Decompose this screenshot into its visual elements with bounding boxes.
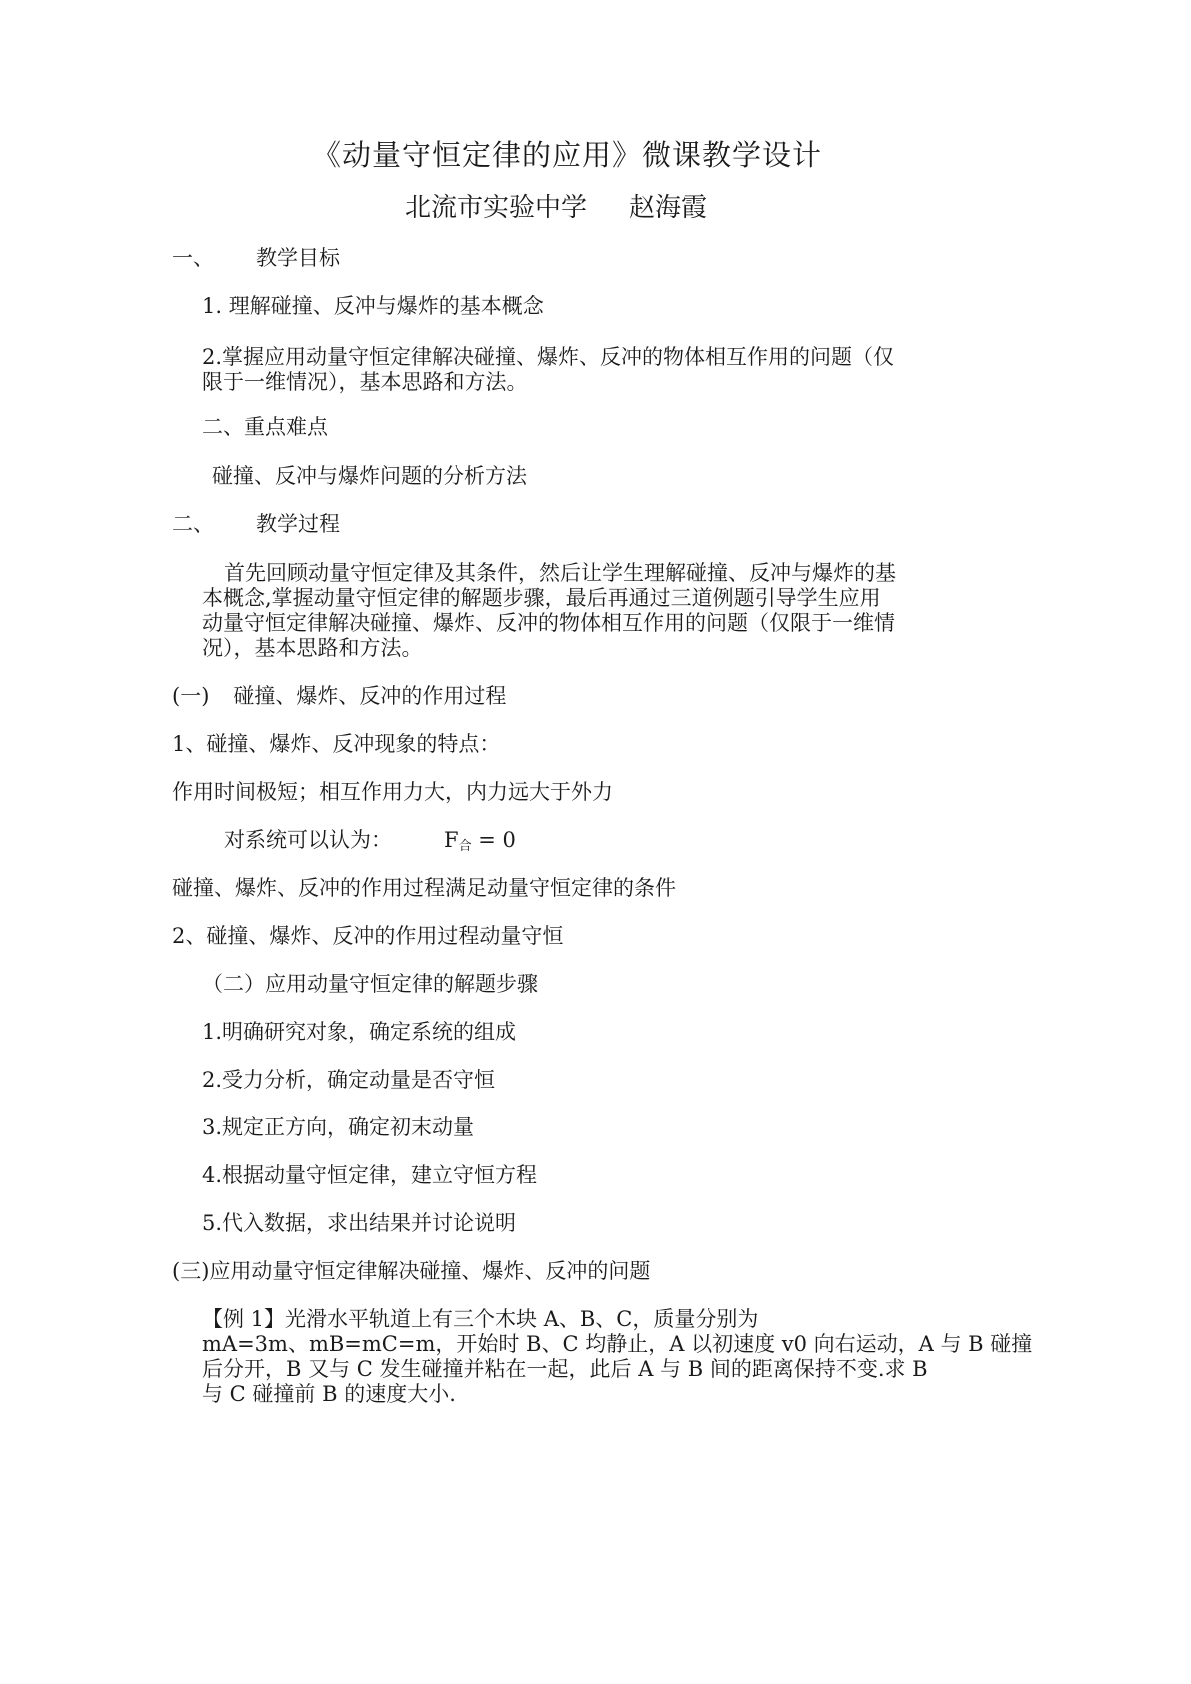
section-heading-key-points: 二、重点难点 (202, 415, 328, 439)
key-points-text: 碰撞、反冲与爆炸问题的分析方法 (212, 464, 527, 488)
example-1-line-4: 与 C 碰撞前 B 的速度大小. (202, 1382, 456, 1406)
section-heading-goals (172, 245, 340, 271)
process-paragraph-line-1: 首先回顾动量守恒定律及其条件，然后让学生理解碰撞、反冲与爆炸的基 (224, 561, 896, 585)
part-heading-1 (172, 683, 506, 709)
step-1: 1.明确研究对象，确定系统的组成 (202, 1020, 517, 1044)
part-number: (一) (172, 684, 210, 708)
document-title: 《动量守恒定律的应用》微课教学设计 (312, 138, 823, 172)
part-heading-3: (三)应用动量守恒定律解决碰撞、爆炸、反冲的问题 (172, 1259, 651, 1283)
goal-item-2-line-1: 2.掌握应用动量守恒定律解决碰撞、爆炸、反冲的物体相互作用的问题（仅 (202, 345, 895, 369)
section-title: 教学目标 (256, 246, 340, 270)
section-title: 教学过程 (256, 512, 340, 536)
process-paragraph-line-4: 况），基本思路和方法。 (202, 636, 423, 660)
goal-item-2-line-2: 限于一维情况），基本思路和方法。 (202, 370, 528, 394)
author-school: 北流市实验中学 (405, 193, 588, 223)
step-2: 2.受力分析，确定动量是否守恒 (202, 1068, 496, 1092)
part1-item-2: 2、碰撞、爆炸、反冲的作用过程动量守恒 (172, 924, 564, 948)
part-title: 碰撞、爆炸、反冲的作用过程 (233, 684, 507, 708)
section-number: 一、 (172, 246, 214, 270)
section-number: 二、 (172, 512, 214, 536)
system-formula-line (224, 827, 516, 860)
step-3: 3.规定正方向，确定初末动量 (202, 1115, 475, 1139)
part-heading-2: （二）应用动量守恒定律的解题步骤 (202, 972, 538, 996)
process-paragraph-line-3: 动量守恒定律解决碰撞、爆炸、反冲的物体相互作用的问题（仅限于一维情 (202, 611, 895, 635)
step-5: 5.代入数据，求出结果并讨论说明 (202, 1211, 517, 1235)
formula: $F_合 = 0$ (444, 828, 516, 854)
author-name: 赵海霞 (629, 193, 708, 223)
part1-feature: 作用时间极短；相互作用力大，内力远大于外力 (172, 780, 613, 804)
example-1-line-1: 【例 1】光滑水平轨道上有三个木块 A、B、C，质量分别为 (202, 1307, 759, 1331)
system-text: 对系统可以认为： (224, 828, 392, 852)
goal-item-1: 1. 理解碰撞、反冲与爆炸的基本概念 (202, 294, 544, 318)
section-heading-process (172, 511, 340, 537)
process-paragraph-line-2: 本概念,掌握动量守恒定律的解题步骤，最后再通过三道例题引导学生应用 (202, 586, 881, 610)
step-4: 4.根据动量守恒定律，建立守恒方程 (202, 1163, 538, 1187)
author-line (405, 192, 707, 224)
example-1-line-2: mA=3m、mB=mC=m，开始时 B、C 均静止，A 以初速度 v0 向右运动，A 与 B 碰撞 (202, 1332, 1033, 1356)
example-1-line-3: 后分开，B 又与 C 发生碰撞并粘在一起，此后 A 与 B 间的距离保持不变.求 B (202, 1357, 928, 1381)
part1-condition: 碰撞、爆炸、反冲的作用过程满足动量守恒定律的条件 (172, 876, 676, 900)
part1-item-1: 1、碰撞、爆炸、反冲现象的特点： (172, 732, 501, 756)
